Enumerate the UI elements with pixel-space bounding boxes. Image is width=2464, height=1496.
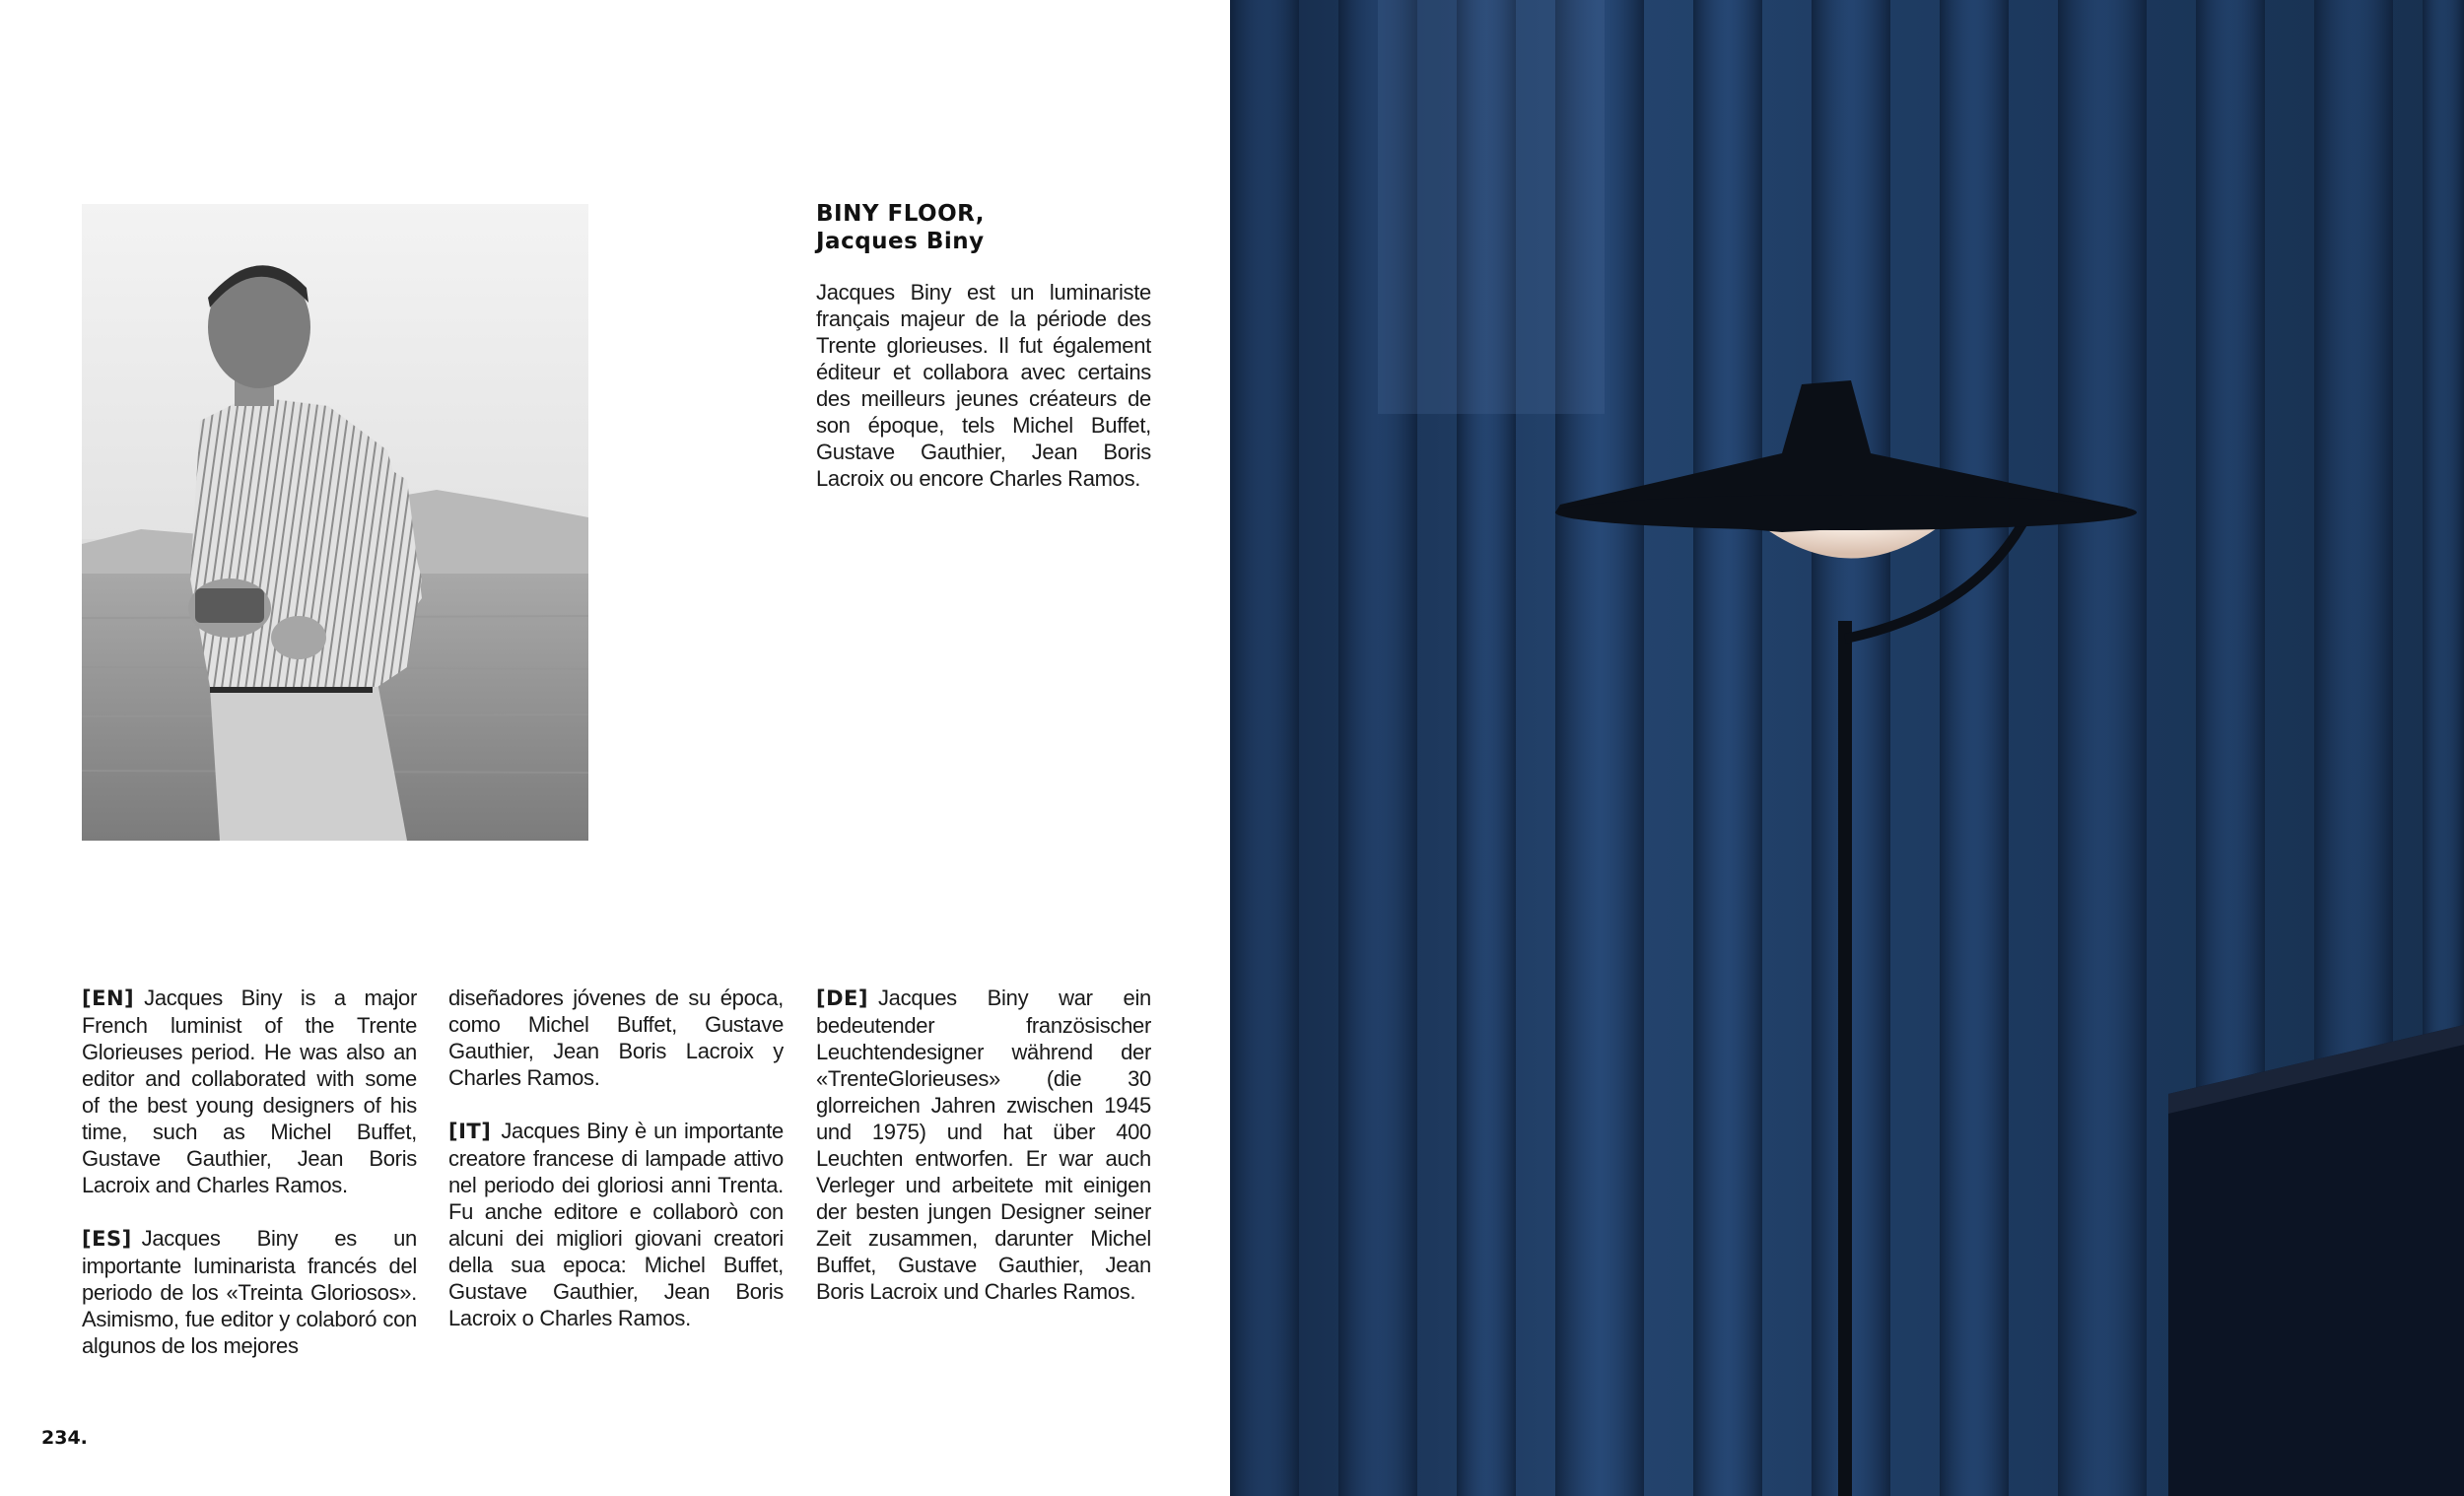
left-page <box>0 0 1230 1496</box>
paragraph-de <box>816 985 1151 1305</box>
text-es-part1: Jacques Biny es un importante luminarista francés del periodo de los «Treinta Gloriosos». Asimismo, fue editor y colaboró con algunos de los mejores <box>82 1226 417 1358</box>
paragraph-es <box>82 1225 417 1359</box>
intro-french: Jacques Biny est un luminariste français majeur de la période des Trente glorieuses. Il fut également éditeur et collabora avec certains des meilleurs jeunes créateurs de son époque, tels Michel Buffet, Gustave Gauthier, Jean Boris Lacroix ou encore Charles Ramos. <box>816 280 1151 491</box>
headline-designer: Jacques Biny <box>816 229 985 254</box>
paragraph-it <box>448 1118 784 1331</box>
text-es-part2: diseñadores jóvenes de su época, como Michel Buffet, Gustave Gauthier, Jean Boris Lacroix y Charles Ramos. <box>448 986 784 1090</box>
portrait-photo <box>82 204 588 841</box>
text-column-2 <box>448 985 784 1331</box>
lang-tag-es: [ES] <box>82 1227 132 1251</box>
curtain-lamp-illustration <box>1230 0 2464 1496</box>
text-en: Jacques Biny is a major French luminist of the Trente Glorieuses period. He was also an editor and collaborated with some of the best young designers of his time, such as Michel Buffet, Gustave Gauthier, Jean Boris Lacroix and Charles Ramos. <box>82 986 417 1197</box>
paragraph-en <box>82 985 417 1198</box>
page-number: 234. <box>41 1427 88 1449</box>
lang-tag-it: [IT] <box>448 1120 492 1143</box>
article-headline <box>816 200 1151 255</box>
paragraph-es-cont <box>448 985 784 1091</box>
text-de: Jacques Biny war ein bedeutender französischer Leuchtendesigner während der «TrenteGlorieuses» (die 30 glorreichen Jahren zwischen 1945 und 1975) und hat über 400 Leuchten entworfen. Er war auch Verleger und arbeitete mit einigen der besten jungen Designer seiner Zeit zusammen, darunter Michel Buffet, Gustave Gauthier, Jean Boris Lacroix und Charles Ramos. <box>816 986 1151 1304</box>
text-it: Jacques Biny è un importante creatore francese di lampade attivo nel periodo dei gloriosi anni Trenta. Fu anche editore e collaborò con alcuni dei migliori giovani creatori della sua epoca: Michel Buffet, Gustave Gauthier, Jean Boris Lacroix o Charles Ramos. <box>448 1119 784 1330</box>
lang-tag-de: [DE] <box>816 986 868 1010</box>
text-column-1 <box>82 985 417 1359</box>
text-column-3 <box>816 985 1151 1305</box>
headline-product: BINY FLOOR, <box>816 201 986 227</box>
portrait-illustration <box>82 204 588 841</box>
lang-tag-en: [EN] <box>82 986 135 1010</box>
floor-lamp-photo <box>1230 0 2464 1496</box>
